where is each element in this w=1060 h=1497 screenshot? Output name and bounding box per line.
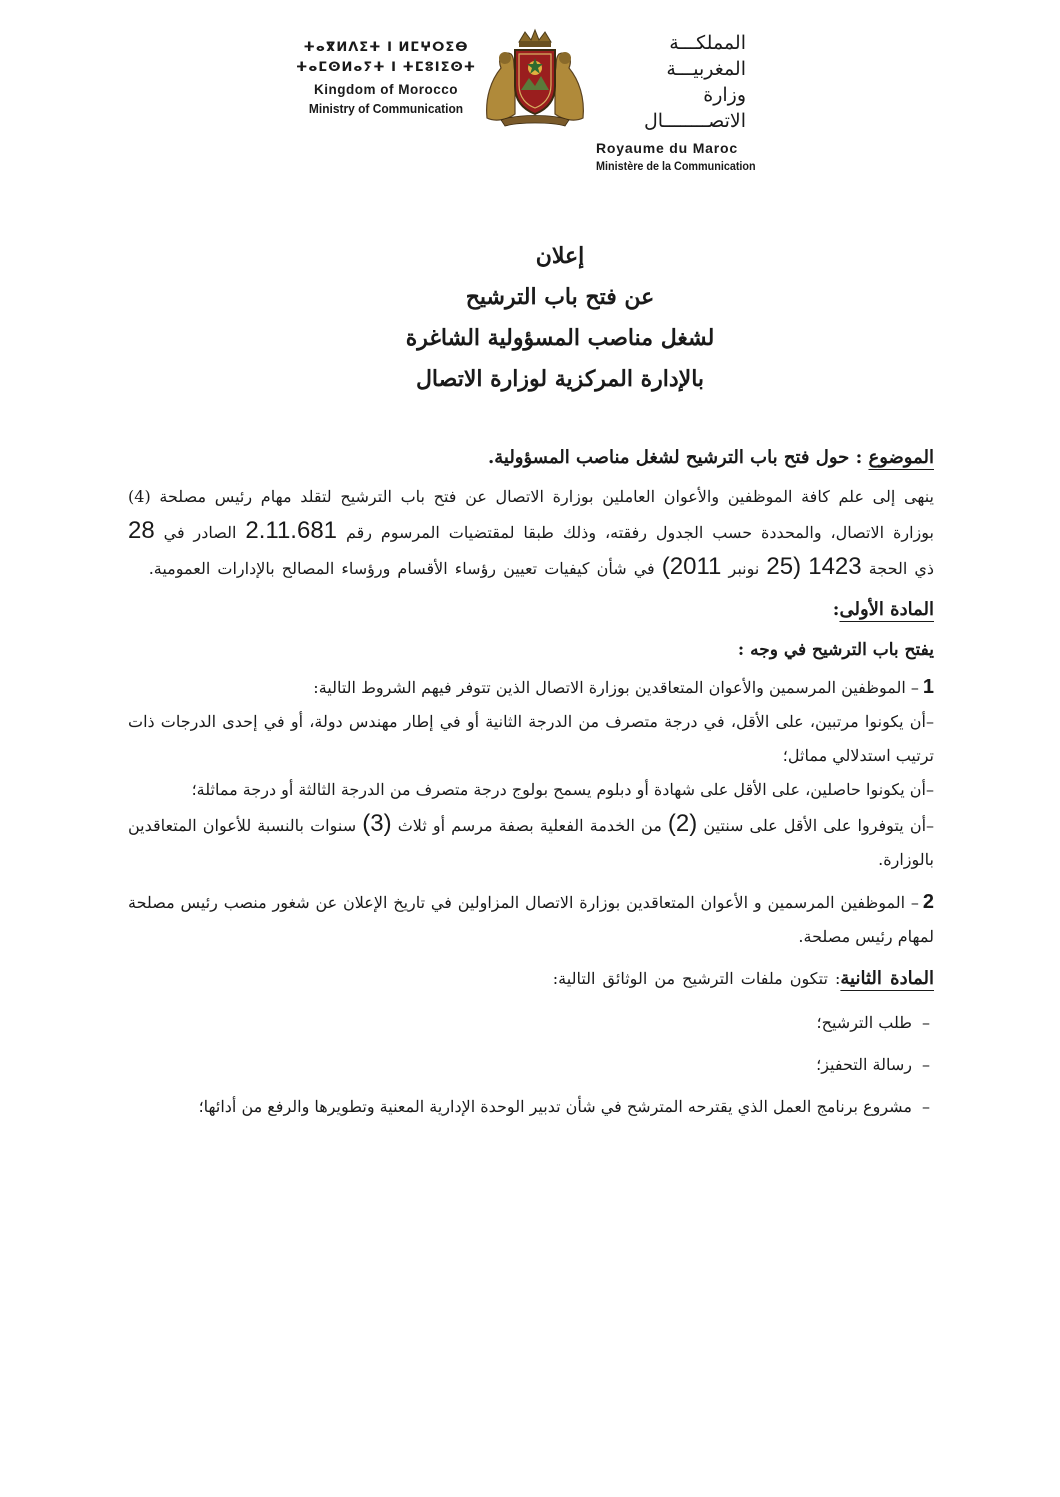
list-item-2: [128, 885, 934, 954]
arabic-ministry: وزارة الاتصــــــــال: [643, 84, 746, 132]
dash-bullet: –: [922, 1097, 930, 1116]
title-line-4: بالإدارة المركزية لوزارة الاتصال: [415, 366, 705, 392]
list-item: [128, 1086, 934, 1128]
item-1-text: – الموظفين المرسمين والأعوان المتعاقدين بوزارة الاتصال الذين تتوفر فيهم الشروط التالية:: [313, 678, 919, 697]
article-2-heading: [128, 962, 934, 996]
document-motivation-letter: رسالة التحفيز؛: [816, 1055, 912, 1074]
item-1-number: 1: [922, 676, 934, 698]
french-ministry: Ministère de la Communication: [596, 159, 756, 173]
title-line-2: عن فتح باب الترشيح: [465, 284, 655, 310]
dash-bullet: –: [922, 1055, 930, 1074]
announcement-title-block: [280, 236, 840, 400]
moroccan-coat-of-arms-icon: [481, 28, 589, 128]
letterhead: [0, 28, 1060, 173]
letterhead-left: [296, 38, 476, 118]
article-1-label: المادة الأولى: [839, 599, 934, 620]
intro-text-6: في شأن كيفيات تعيين رؤساء الأقسام ورؤساء المصالح بالإدارات العمومية.: [148, 559, 655, 578]
condition-3-years-3: (3): [362, 810, 392, 837]
gregorian-year: 2011): [661, 553, 722, 580]
article-1-heading: [128, 590, 934, 630]
intro-paragraph: [128, 480, 934, 586]
list-item: [128, 1002, 934, 1044]
intro-text-2: بوزارة الاتصال، والمحددة حسب الجدول رفقته، وذلك طبقا لمقتضيات المرسوم رقم: [345, 523, 934, 542]
condition-2: –أن يكونوا حاصلين، على الأقل على شهادة أو دبلوم يسمح بولوج درجة متصرف من الدرجة الثالثة أو درجة مماثلة؛: [191, 780, 934, 799]
document-application: طلب الترشيح؛: [816, 1013, 912, 1032]
english-ministry: Ministry of Communication: [308, 101, 464, 116]
dash-bullet: –: [922, 1013, 930, 1032]
condition-3: [128, 807, 934, 877]
condition-3-years-2: (2): [667, 810, 698, 837]
intro-text-4: ذي الحجة: [868, 559, 934, 578]
intro-month: نونبر: [728, 559, 760, 578]
arabic-kingdom: المملكـــة المغربيـــة: [666, 32, 746, 80]
intro-text-3: الصادر في: [163, 523, 237, 542]
intro-count: (4): [128, 487, 151, 506]
french-kingdom: Royaume du Maroc: [596, 140, 738, 156]
decree-number: 2.11.681: [245, 517, 338, 544]
list-item-1: [128, 670, 934, 705]
title-announcement: إعلان: [535, 243, 585, 269]
article-2-text: : تتكون ملفات الترشيح من الوثائق التالية:: [552, 969, 841, 988]
hijri-year: 1423: [808, 553, 862, 580]
item-2-text: – الموظفين المرسمين و الأعوان المتعاقدين بوزارة الاتصال المزاولين في تاريخ الإعلان عن شغور منصب رئيس مصلحة لمهام رئيس مصلحة.: [128, 893, 934, 946]
article-1-colon: :: [832, 599, 840, 620]
list-item: [128, 1044, 934, 1086]
condition-3-part-c: سنوات بالنسبة للأعوان المتعاقدين بالوزارة.: [128, 816, 934, 869]
subject-line: [128, 440, 934, 476]
condition-3-part-b: من الخدمة الفعلية بصفة مرسم أو ثلاث: [397, 816, 662, 835]
open-for-line: يفتح باب الترشيح في وجه :: [737, 640, 934, 660]
tifinagh-kingdom: ⵜⴰⴳⵍⴷⵉⵜ ⵏ ⵍⵎⵖⵔⵉⴱ: [303, 40, 469, 55]
document-body: [128, 440, 934, 1128]
required-documents-list: [128, 1002, 934, 1128]
tifinagh-ministry: ⵜⴰⵎⵙⵍⴰⵢⵜ ⵏ ⵜⵎⵓⵏⵉⵙⵜ: [296, 60, 477, 75]
subject-label: الموضوع: [868, 447, 934, 468]
intro-text-1: ينهى إلى علم كافة الموظفين والأعوان العاملين بوزارة الاتصال عن فتح باب الترشيح لتقلد مهام رئيس مصلحة: [159, 487, 934, 506]
letterhead-right: [596, 30, 764, 174]
article-2-label: المادة الثانية: [840, 968, 934, 989]
hijri-day: 28: [128, 517, 155, 544]
item-2-number: 2: [922, 891, 934, 913]
document-work-program: مشروع برنامج العمل الذي يقترحه المترشح في شأن تدبير الوحدة الإدارية المعنية وتطويرها والرفع من أدائها؛: [198, 1097, 912, 1116]
condition-1: –أن يكونوا مرتبين، على الأقل، في درجة متصرف من الدرجة الثانية أو في إطار مهندس دولة، أو في إحدى الدرجات ذات ترتيب استدلالي مماثل؛: [128, 712, 934, 765]
condition-3-part-a: –أن يتوفروا على الأقل على سنتين: [703, 816, 935, 835]
subject-text: : حول فتح باب الترشيح لشغل مناصب المسؤولية.: [487, 447, 869, 468]
title-line-3: لشغل مناصب المسؤولية الشاغرة: [405, 325, 715, 351]
gregorian-day: (25: [766, 553, 802, 580]
english-kingdom: Kingdom of Morocco: [314, 82, 458, 97]
